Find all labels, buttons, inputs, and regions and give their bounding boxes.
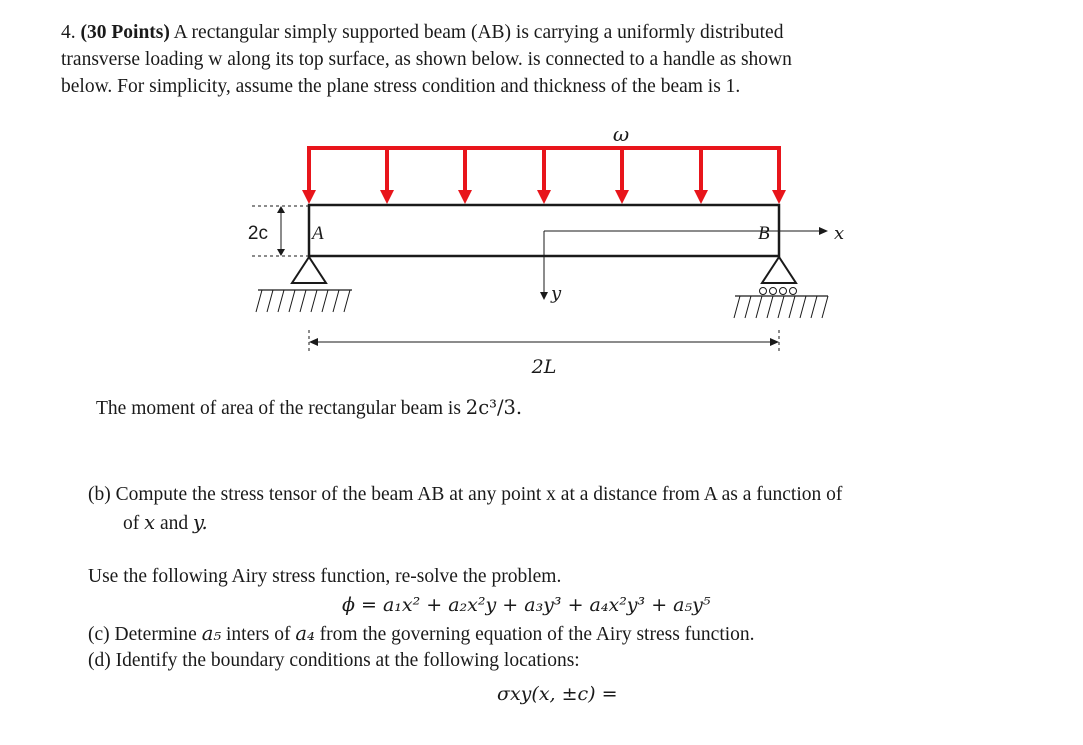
x-axis-label: x [834,223,845,244]
part-b-and: and [155,513,194,534]
intro-line-1: A rectangular simply supported beam (AB) is carrying a uniformly distributed [169,22,784,43]
load-arrow-head [694,190,708,204]
point-b-label: B [758,223,770,244]
load-arrow-head [302,190,316,204]
height-label: 2c [247,223,268,244]
y-axis-label: y [551,283,562,304]
part-d-line: (d) Identify the boundary conditions at the following locations: [88,650,580,671]
roller-support-b [734,257,828,318]
load-arrow-head [458,190,472,204]
part-b-of: of [123,513,145,534]
part-c-a5: a₅ [201,622,222,645]
part-b-line-2 [123,511,208,536]
moment-text: The moment of area of the rectangular beam is [96,398,466,419]
points-label: (30 Points) [80,22,170,43]
airy-intro: Use the following Airy stress function, re-solve the problem. [88,566,562,587]
length-label: 2L [531,356,557,378]
part-c-middle: inters of [221,624,296,645]
distributed-load [302,148,786,204]
load-arrow-head [380,190,394,204]
part-b-y: y. [193,511,208,534]
load-arrow-head [537,190,551,204]
intro-line-2: transverse loading w along its top surface, as shown below. is connected to a handle as shown [61,49,792,70]
part-c-a4: a₄ [295,622,315,645]
problem-number: 4. [61,22,76,43]
part-b-line-1: (b) Compute the stress tensor of the beam AB at any point x at a distance from A as a function of [88,484,843,505]
part-c-prefix: (c) Determine [88,624,202,645]
part-c-suffix: from the governing equation of the Airy stress function. [314,624,755,645]
point-a-label: A [312,223,324,244]
intro-line-3: below. For simplicity, assume the plane stress condition and thickness of the beam is 1. [61,76,741,97]
part-b-x: x [144,511,156,534]
moment-line [96,396,522,421]
airy-expression: ϕ = a₁x² + a₂x²y + a₃y³ + a₄x²y³ + a₅y⁵ [342,594,711,616]
moment-expression: 2c³/3. [465,396,523,419]
length-dimension [309,330,779,352]
part-c-line [88,622,755,647]
load-label: ω [612,122,630,146]
load-arrow-head [772,190,786,204]
coordinate-axes [540,227,828,300]
load-arrow-head [615,190,629,204]
boundary-condition-expression: σxy(x, ±c) = [497,683,618,705]
pin-support-a [256,257,352,312]
